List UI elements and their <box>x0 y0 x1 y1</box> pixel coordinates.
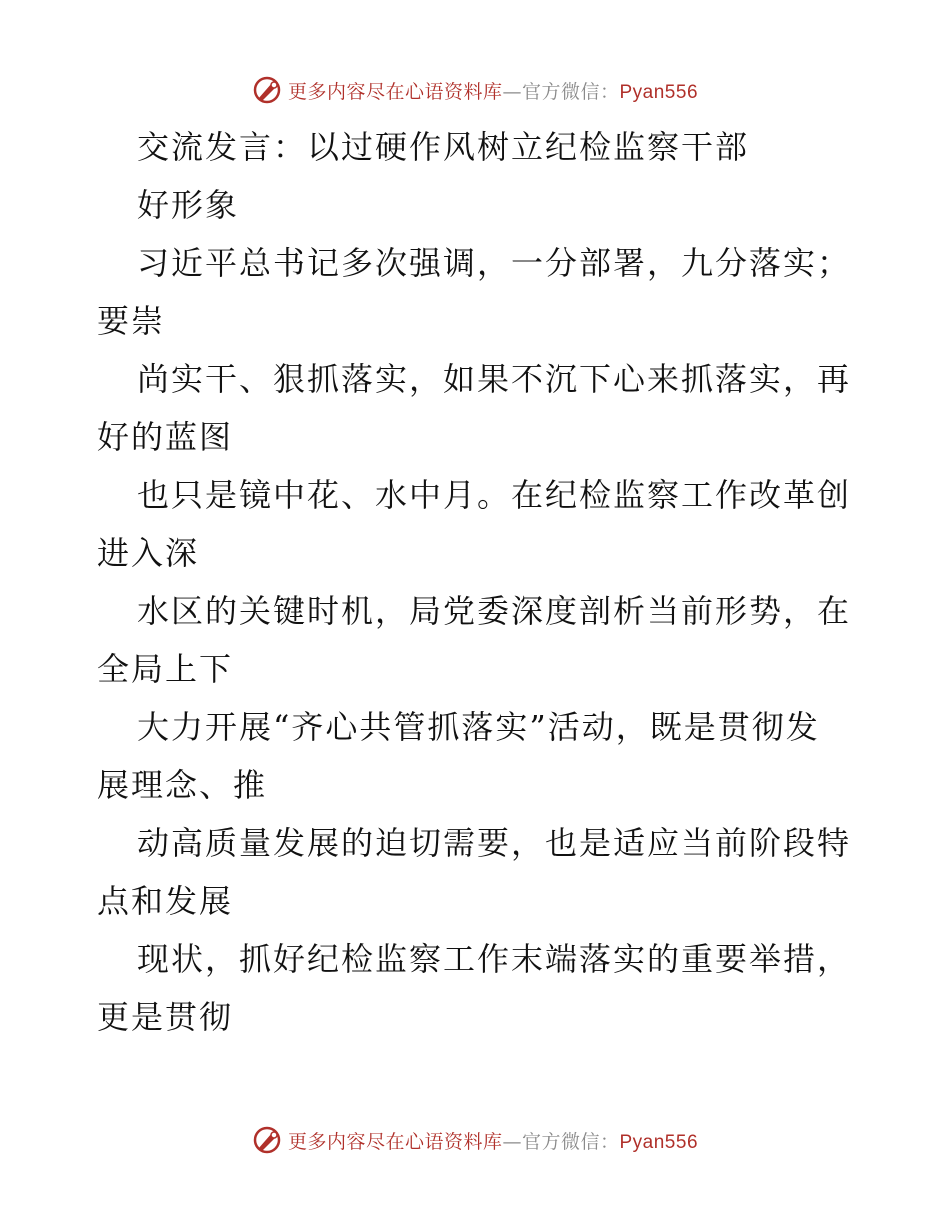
document-title-line-1: 交流发言：以过硬作风树立纪检监察干部 <box>137 128 750 166</box>
banner-main-text: 更多内容尽在心语资料库 <box>287 80 503 103</box>
document-body <box>97 118 857 1046</box>
paragraph-line: 尚实干、狠抓落实，如果不沉下心来抓落实，再 <box>137 360 852 398</box>
paragraph-line: 更是贯彻 <box>97 998 234 1036</box>
paragraph-line: 进入深 <box>97 534 200 572</box>
paragraph-line: 好的蓝图 <box>97 418 234 456</box>
footer-watermark-banner <box>0 1120 950 1160</box>
paragraph-line: 全局上下 <box>97 650 234 688</box>
document-title-line-2: 好形象 <box>137 186 240 224</box>
banner-text <box>288 77 698 104</box>
paragraph-line: 动高质量发展的迫切需要，也是适应当前阶段特 <box>137 824 852 862</box>
paragraph-line: 习近平总书记多次强调，一分部署，九分落实； <box>137 244 852 282</box>
banner-wechat-id: Pyan556 <box>619 81 699 103</box>
paragraph-line: 也只是镜中花、水中月。在纪检监察工作改革创 <box>137 476 852 514</box>
banner-separator-text: —官方微信： <box>502 80 620 103</box>
paragraph-line: 点和发展 <box>97 882 234 920</box>
header-watermark-banner <box>0 70 950 110</box>
banner-main-text: 更多内容尽在心语资料库 <box>287 1130 503 1153</box>
pen-logo-icon <box>252 1125 282 1155</box>
paragraph-line: 水区的关键时机，局党委深度剖析当前形势，在 <box>137 592 852 630</box>
banner-separator-text: —官方微信： <box>502 1130 620 1153</box>
banner-wechat-id: Pyan556 <box>619 1131 699 1153</box>
pen-logo-icon <box>252 75 282 105</box>
paragraph-line: 大力开展“齐心共管抓落实”活动，既是贯彻发 <box>137 708 820 746</box>
banner-text <box>288 1127 698 1154</box>
paragraph-line: 展理念、推 <box>97 766 268 804</box>
paragraph-line: 现状，抓好纪检监察工作末端落实的重要举措， <box>137 940 852 978</box>
paragraph-line: 要崇 <box>97 302 166 340</box>
